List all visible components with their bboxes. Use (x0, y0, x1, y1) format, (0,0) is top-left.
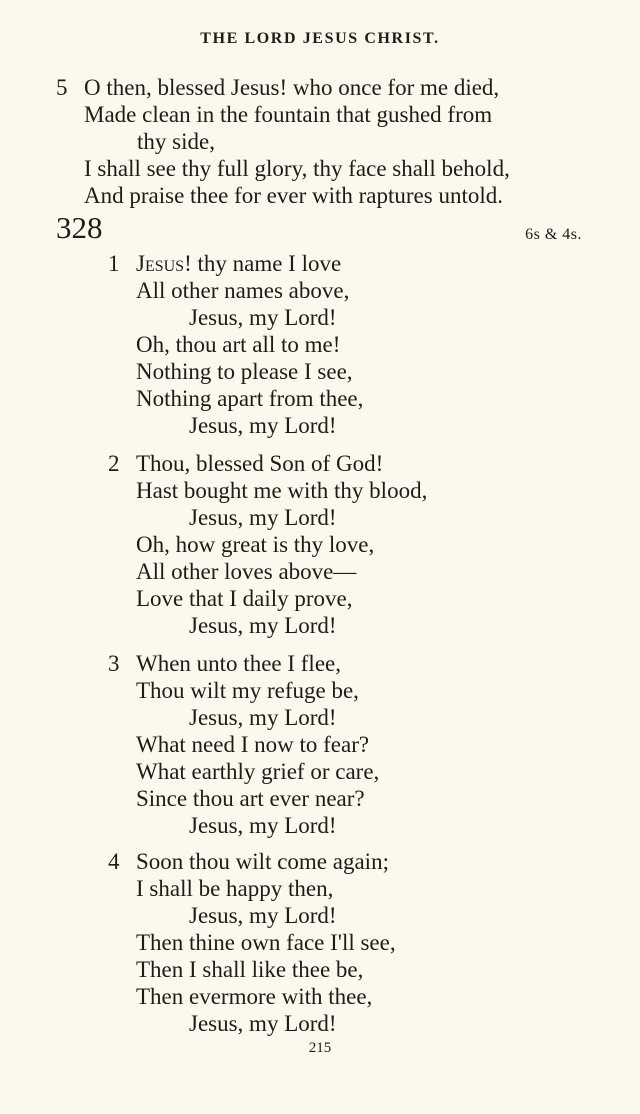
refrain-line: Jesus, my Lord! (189, 813, 337, 838)
verse-line: All other names above, (136, 278, 350, 303)
verse-line: What earthly grief or care, (136, 759, 380, 784)
verse-line: Since thou art ever near? (136, 786, 365, 811)
verse-line: Nothing to please I see, (136, 359, 353, 384)
verse-line: O then, blessed Jesus! who once for me died, (84, 75, 500, 100)
verse-line: All other loves above— (136, 559, 357, 584)
hymn-number: 328 (56, 210, 103, 245)
verse-line: Thou wilt my refuge be, (136, 678, 359, 703)
verse-number: 1 (108, 251, 120, 276)
refrain-line: Jesus, my Lord! (189, 505, 337, 530)
verse-line: Then thine own face I'll see, (136, 930, 396, 955)
verse-line: What need I now to fear? (136, 732, 370, 757)
verse-line: Then evermore with thee, (136, 984, 373, 1009)
verse-number: 3 (108, 651, 120, 676)
verse-line: And praise thee for ever with raptures untold. (84, 183, 503, 208)
refrain-line: Jesus, my Lord! (189, 1011, 337, 1036)
refrain-line: Jesus, my Lord! (189, 413, 337, 438)
verse-line-text: ! thy name I love (184, 251, 342, 276)
verse-line (136, 251, 341, 277)
refrain-line: Jesus, my Lord! (189, 305, 337, 330)
refrain-line: Jesus, my Lord! (189, 705, 337, 730)
verse-line: Then I shall like thee be, (136, 957, 364, 982)
hymn-meter: 6s & 4s. (525, 226, 582, 243)
refrain-line: Jesus, my Lord! (189, 903, 337, 928)
page-number: 215 (308, 1040, 332, 1056)
verse-line: Thou, blessed Son of God! (136, 451, 384, 476)
verse-line: When unto thee I flee, (136, 651, 341, 676)
verse-number: 4 (108, 849, 120, 874)
verse-line: Soon thou wilt come again; (136, 849, 389, 874)
verse-line: Made clean in the fountain that gushed from (84, 102, 493, 127)
verse-number: 5 (56, 75, 68, 100)
refrain-line: Jesus, my Lord! (189, 613, 337, 638)
verse-line: I shall see thy full glory, thy face shall behold, (84, 156, 510, 181)
verse-line: thy side, (137, 129, 215, 154)
verse-line: Love that I daily prove, (136, 586, 353, 611)
first-word: Jesus (136, 251, 185, 276)
verse-line: I shall be happy then, (136, 876, 334, 901)
verse-line: Nothing apart from thee, (136, 386, 364, 411)
verse-line: Oh, thou art all to me! (136, 332, 341, 357)
verse-line: Hast bought me with thy blood, (136, 478, 428, 503)
running-head: THE LORD JESUS CHRIST. (200, 30, 440, 47)
verse-line: Oh, how great is thy love, (136, 532, 375, 557)
verse-number: 2 (108, 451, 120, 476)
